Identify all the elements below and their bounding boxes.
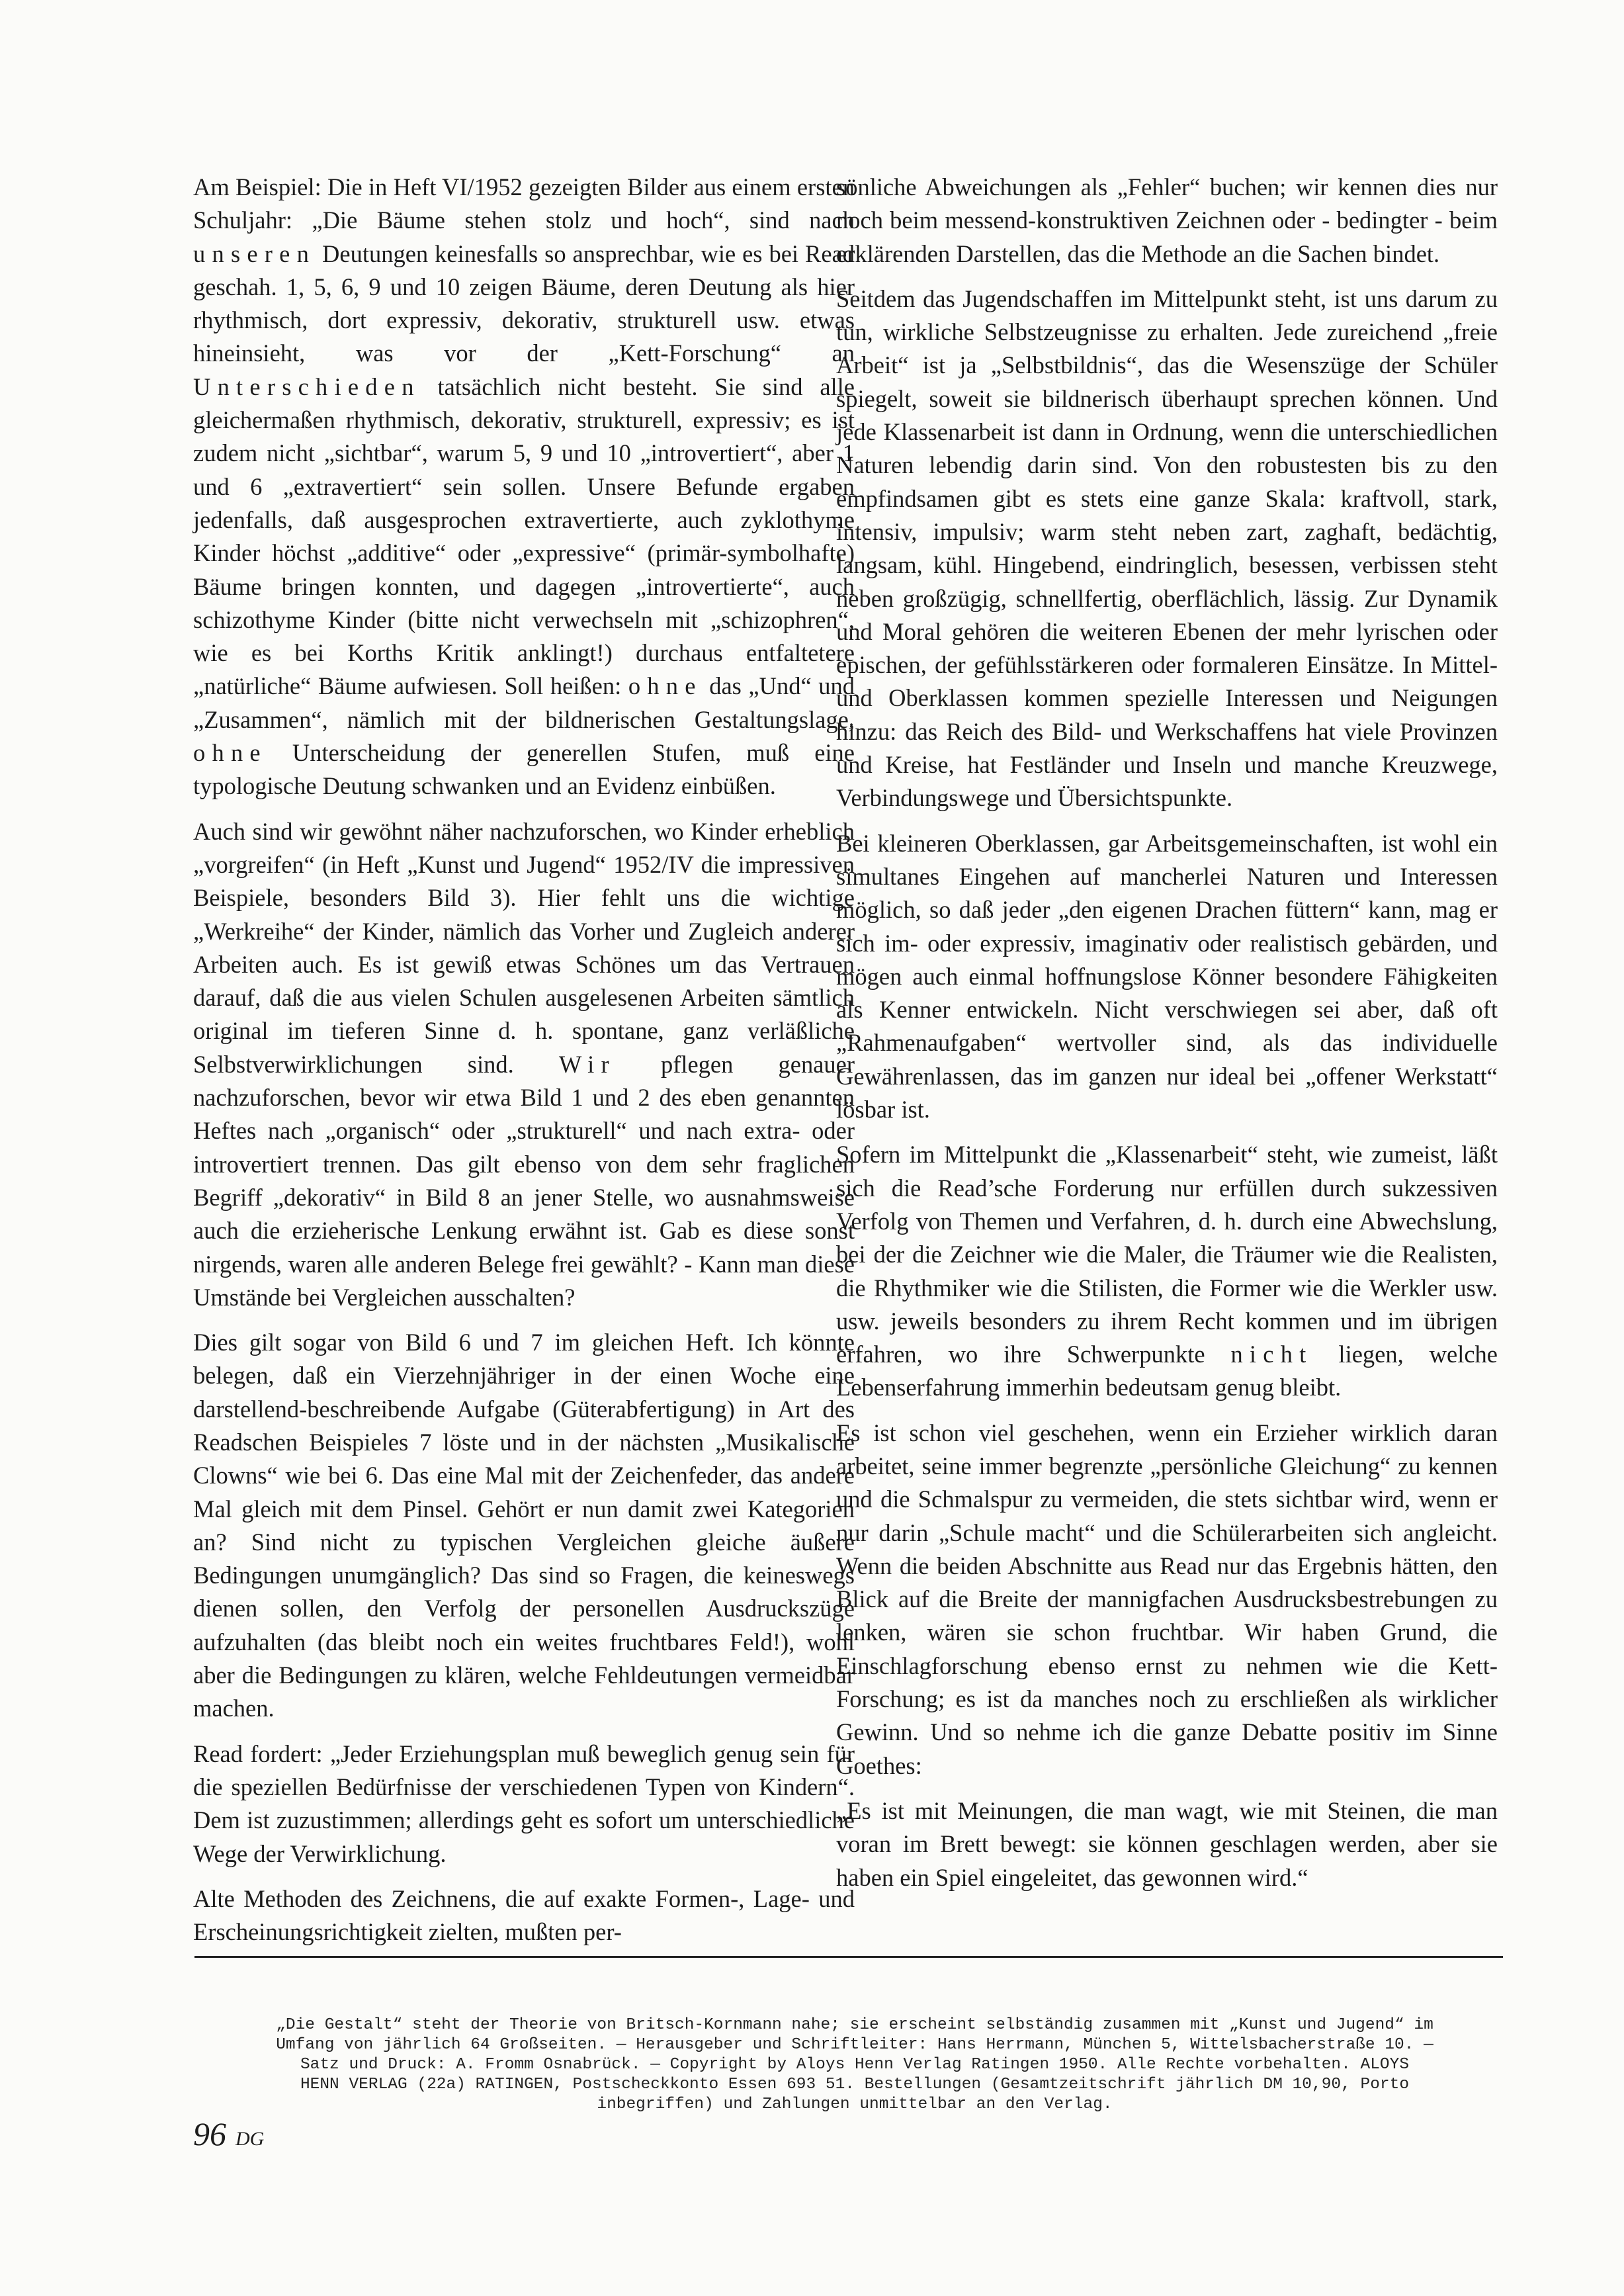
paragraph: Am Beispiel: Die in Heft VI/1952 gezeigten Bilder aus einem ersten Schuljahr: „Die Bäume stehen stolz und hoch“, sind nach unseren Deutungen keinesfalls so ansprechbar, wie es bei Read geschah. 1, 5, 6, 9 und 10 zeigen Bäume, deren Deutung als hier rhythmisch, dort expressiv, dekorativ, strukturell usw. etwas hineinsieht, was vor der „Kett-Forschung“ an Unterschieden tatsächlich nicht besteht. Sie sind alle gleichermaßen rhythmisch, dekorativ, strukturell, expressiv; es ist zudem nicht „sichtbar“, warum 5, 9 und 10 „introvertiert“, aber 1 und 6 „extravertiert“ sein sollen. Unsere Befunde ergaben jedenfalls, daß ausgesprochen extravertierte, auch zyklothyme Kinder höchst „additive“ oder „expressive“ (primär-symbolhafte) Bäume bringen konnten, und dagegen „introvertierte“, auch schizothyme Kinder (bitte nicht verwechseln mit „schizophren“, wie es bei Korths Kritik anklingt!) durchaus entfaltetere „natürliche“ Bäume aufwiesen. Soll heißen: ohne das „Und“ und „Zusammen“, nämlich mit der bildnerischen Gestaltungslage, ohne Unterscheidung der generellen Stufen, muß eine typologische Deutung schwanken und an Evidenz einbüßen. <box>193 173 855 800</box>
imprint-line: Umfang von jährlich 64 Großseiten. — Herausgeber und Schriftleiter: Hans Herrmann, München 5, Wittelsbacherstraße 10. — <box>276 2036 1433 2054</box>
imprint-notice <box>213 2015 1496 2115</box>
paragraph: Sofern im Mittelpunkt die „Klassenarbeit“ steht, wie zumeist, läßt sich die Read’sche Forderung nur erfüllen durch sukzessiven Verfolg von Themen und Verfahren, d. h. durch eine Abwechslung, bei der die Zeichner wie die Maler, die Träumer wie die Realisten, die Rhythmiker wie die Stilisten, die Former wie die Werkler usw. usw. jeweils besonders zu ihrem Recht kommen und im übrigen erfahren, wo ihre Schwerpunkte nicht liegen, welche Lebenserfahrung immerhin bedeutsam genug bleibt. <box>836 1141 1498 1401</box>
spaced-emphasis: ohne <box>628 672 703 700</box>
imprint-line: „Die Gestalt“ steht der Theorie von Britsch-Kornmann nahe; sie erscheint selbständig zusammen mit „Kunst und Jugend“ im <box>276 2016 1433 2034</box>
paragraph: Alte Methoden des Zeichnens, die auf exakte Formen-, Lage- und Erscheinungsrichtigkeit zielten, mußten per- <box>193 1884 855 1946</box>
footer-divider <box>194 1956 1503 1958</box>
spaced-emphasis: nicht <box>1230 1341 1313 1368</box>
paragraph: Dies gilt sogar von Bild 6 und 7 im gleichen Heft. Ich könnte belegen, daß ein Vierzehnjähriger in der einen Woche eine darstellend-beschreibende Aufgabe (Güterabfertigung) in Art des Readschen Beispieles 7 löste und in der nächsten „Musikalische Clowns“ wie bei 6. Das eine Mal mit der Zeichenfeder, das andere Mal gleich mit dem Pinsel. Gehört er nun damit zwei Kategorien an? Sind nicht zu typischen Vergleichen gleiche äußere Bedingungen unumgänglich? Das sind so Fragen, die keineswegs dienen sollen, den Verfolg der personellen Ausdruckszüge aufzuhalten (das bleibt noch ein weites fruchtbares Feld!), wohl aber die Bedingungen zu klären, welche Fehldeutungen vermeidbar machen. <box>193 1329 855 1722</box>
paragraph: Bei kleineren Oberklassen, gar Arbeitsgemeinschaften, ist wohl ein simultanes Eingehen auf mancherlei Naturen und Interessen möglich, so daß jeder „den eigenen Drachen füttern“ kann, mag er sich im- oder expressiv, imaginativ oder realistisch gebärden, und mögen auch einmal hoffnungslose Könner besondere Fähigkeiten als Kenner entwickeln. Nicht verschwiegen sei aber, daß oft „Rahmenaufgaben“ wertvoller sind, als das individuelle Gewährenlassen, das im ganzen nur ideal bei „offener Werkstatt“ lösbar ist. <box>836 829 1498 1124</box>
page-number: 96 <box>193 2115 226 2152</box>
imprint-line: HENN VERLAG (22a) RATINGEN, Postscheckkonto Essen 693 51. Bestellungen (Gesamtzeitschrift jährlich DM 10,90, Porto <box>300 2076 1410 2094</box>
imprint-line: Satz und Druck: A. Fromm Osnabrück. — Copyright by Aloys Henn Verlag Ratingen 1950. Alle Rechte vorbehalten. ALOYS <box>300 2056 1410 2074</box>
imprint-line: inbegriffen) und Zahlungen unmittelbar an den Verlag. <box>597 2096 1113 2113</box>
paragraph: Seitdem das Jugendschaffen im Mittelpunkt steht, ist uns darum zu tun, wirkliche Selbstzeugnisse zu erhalten. Jede zureichend „freie Arbeit“ ist ja „Selbstbildnis“, das die Wesenszüge der Schüler spiegelt, soweit sie bildnerisch überhaupt sprechen können. Und jede Klassenarbeit ist dann in Ordnung, wenn die unterschiedlichen Naturen lebendig darin sind. Von den robustesten bis zu den empfindsamen gibt es stets eine ganze Skala: kraftvoll, stark, intensiv, impulsiv; warm steht neben zart, zaghaft, bedächtig, langsam, kühl. Hingebend, eindringlich, besessen, verbissen steht neben großzügig, schnellfertig, oberflächlich, lässig. Zur Dynamik und Moral gehören die weiteren Ebenen der mehr lyrischen oder epischen, der gefühlsstärkeren oder formaleren Einsätze. In Mittel- und Oberklassen kommen spezielle Interessen und Neigungen hinzu: das Reich des Bild- und Werkschaffens hat viele Provinzen und Kreise, hat Festländer und Inseln und manche Kreuzwege, Verbindungswege und Übersichtspunkte. <box>836 285 1498 812</box>
paragraph: Read fordert: „Jeder Erziehungsplan muß beweglich genug sein für die speziellen Bedürfnisse der verschiedenen Typen von Kindern“. Dem ist zuzustimmen; allerdings geht es sofort um unterschiedliche Wege der Verwirklichung. <box>193 1740 855 1867</box>
spaced-emphasis: ohne <box>193 739 267 767</box>
paragraph: sönliche Abweichungen als „Fehler“ buchen; wir kennen dies nur noch beim messend-konstruktiven Zeichnen oder - bedingter - beim erklärenden Darstellen, das die Methode an die Sachen bindet. <box>836 173 1498 267</box>
paragraph: Es ist schon viel geschehen, wenn ein Erzieher wirklich daran arbeitet, seine immer begrenzte „persönliche Gleichung“ zu kennen und die Schmalspur zu vermeiden, die stets sichtbar wird, wenn er nur darin „Schule macht“ und die Schülerarbeiten sich angleicht. Wenn die beiden Abschnitte aus Read nur das Ergebnis hätten, den Blick auf die Breite der mannigfachen Ausdrucksbestrebungen zu lenken, wären sie schon fruchtbar. Wir haben Grund, die Einschlagforschung ebenso ernst zu nehmen wie die Kett-Forschung; es ist da manches noch zu erschließen als wirklicher Gewinn. Und so nehme ich die ganze Debatte positiv im Sinne Goethes: <box>836 1419 1498 1779</box>
spaced-emphasis: unseren <box>193 240 316 267</box>
left-column <box>193 171 855 1961</box>
right-column <box>836 171 1498 1906</box>
journal-mark: DG <box>235 2128 265 2150</box>
goethe-quote: „Es ist mit Meinungen, die man wagt, wie mit Steinen, die man voran im Brett bewegt: sie können geschlagen werden, aber sie haben ein Spiel eingeleitet, das gewonnen wird.“ <box>836 1796 1498 1891</box>
page-folio <box>193 2117 264 2150</box>
spaced-emphasis: Wir <box>558 1050 616 1078</box>
paragraph: Auch sind wir gewöhnt näher nachzuforschen, wo Kinder erheblich „vorgreifen“ (in Heft „Kunst und Jugend“ 1952/IV die impressiven Beispiele, besonders Bild 3). Hier fehlt uns die wichtige „Werkreihe“ der Kinder, nämlich das Vorher und Zugleich anderer Arbeiten auch. Es ist gewiß etwas Schönes um das Vertrauen darauf, daß die aus vielen Schulen ausgelesenen Arbeiten sämtlich original im tieferen Sinne d. h. spontane, ganz verläßliche Selbstverwirklichungen sind. Wir pflegen genauer nachzuforschen, bevor wir etwa Bild 1 und 2 des eben genannten Heftes nach „organisch“ oder „strukturell“ und nach extra- oder introvertiert trennen. Das gilt ebenso von dem sehr fraglichen Begriff „dekorativ“ in Bild 8 an jener Stelle, wo ausnahmsweise auch die erzieherische Lenkung erwähnt ist. Gab es diese sonst nirgends, waren alle anderen Belege frei gewählt? - Kann man diese Umstände bei Vergleichen ausschalten? <box>193 817 855 1311</box>
spaced-emphasis: Unterschieden <box>193 373 421 400</box>
